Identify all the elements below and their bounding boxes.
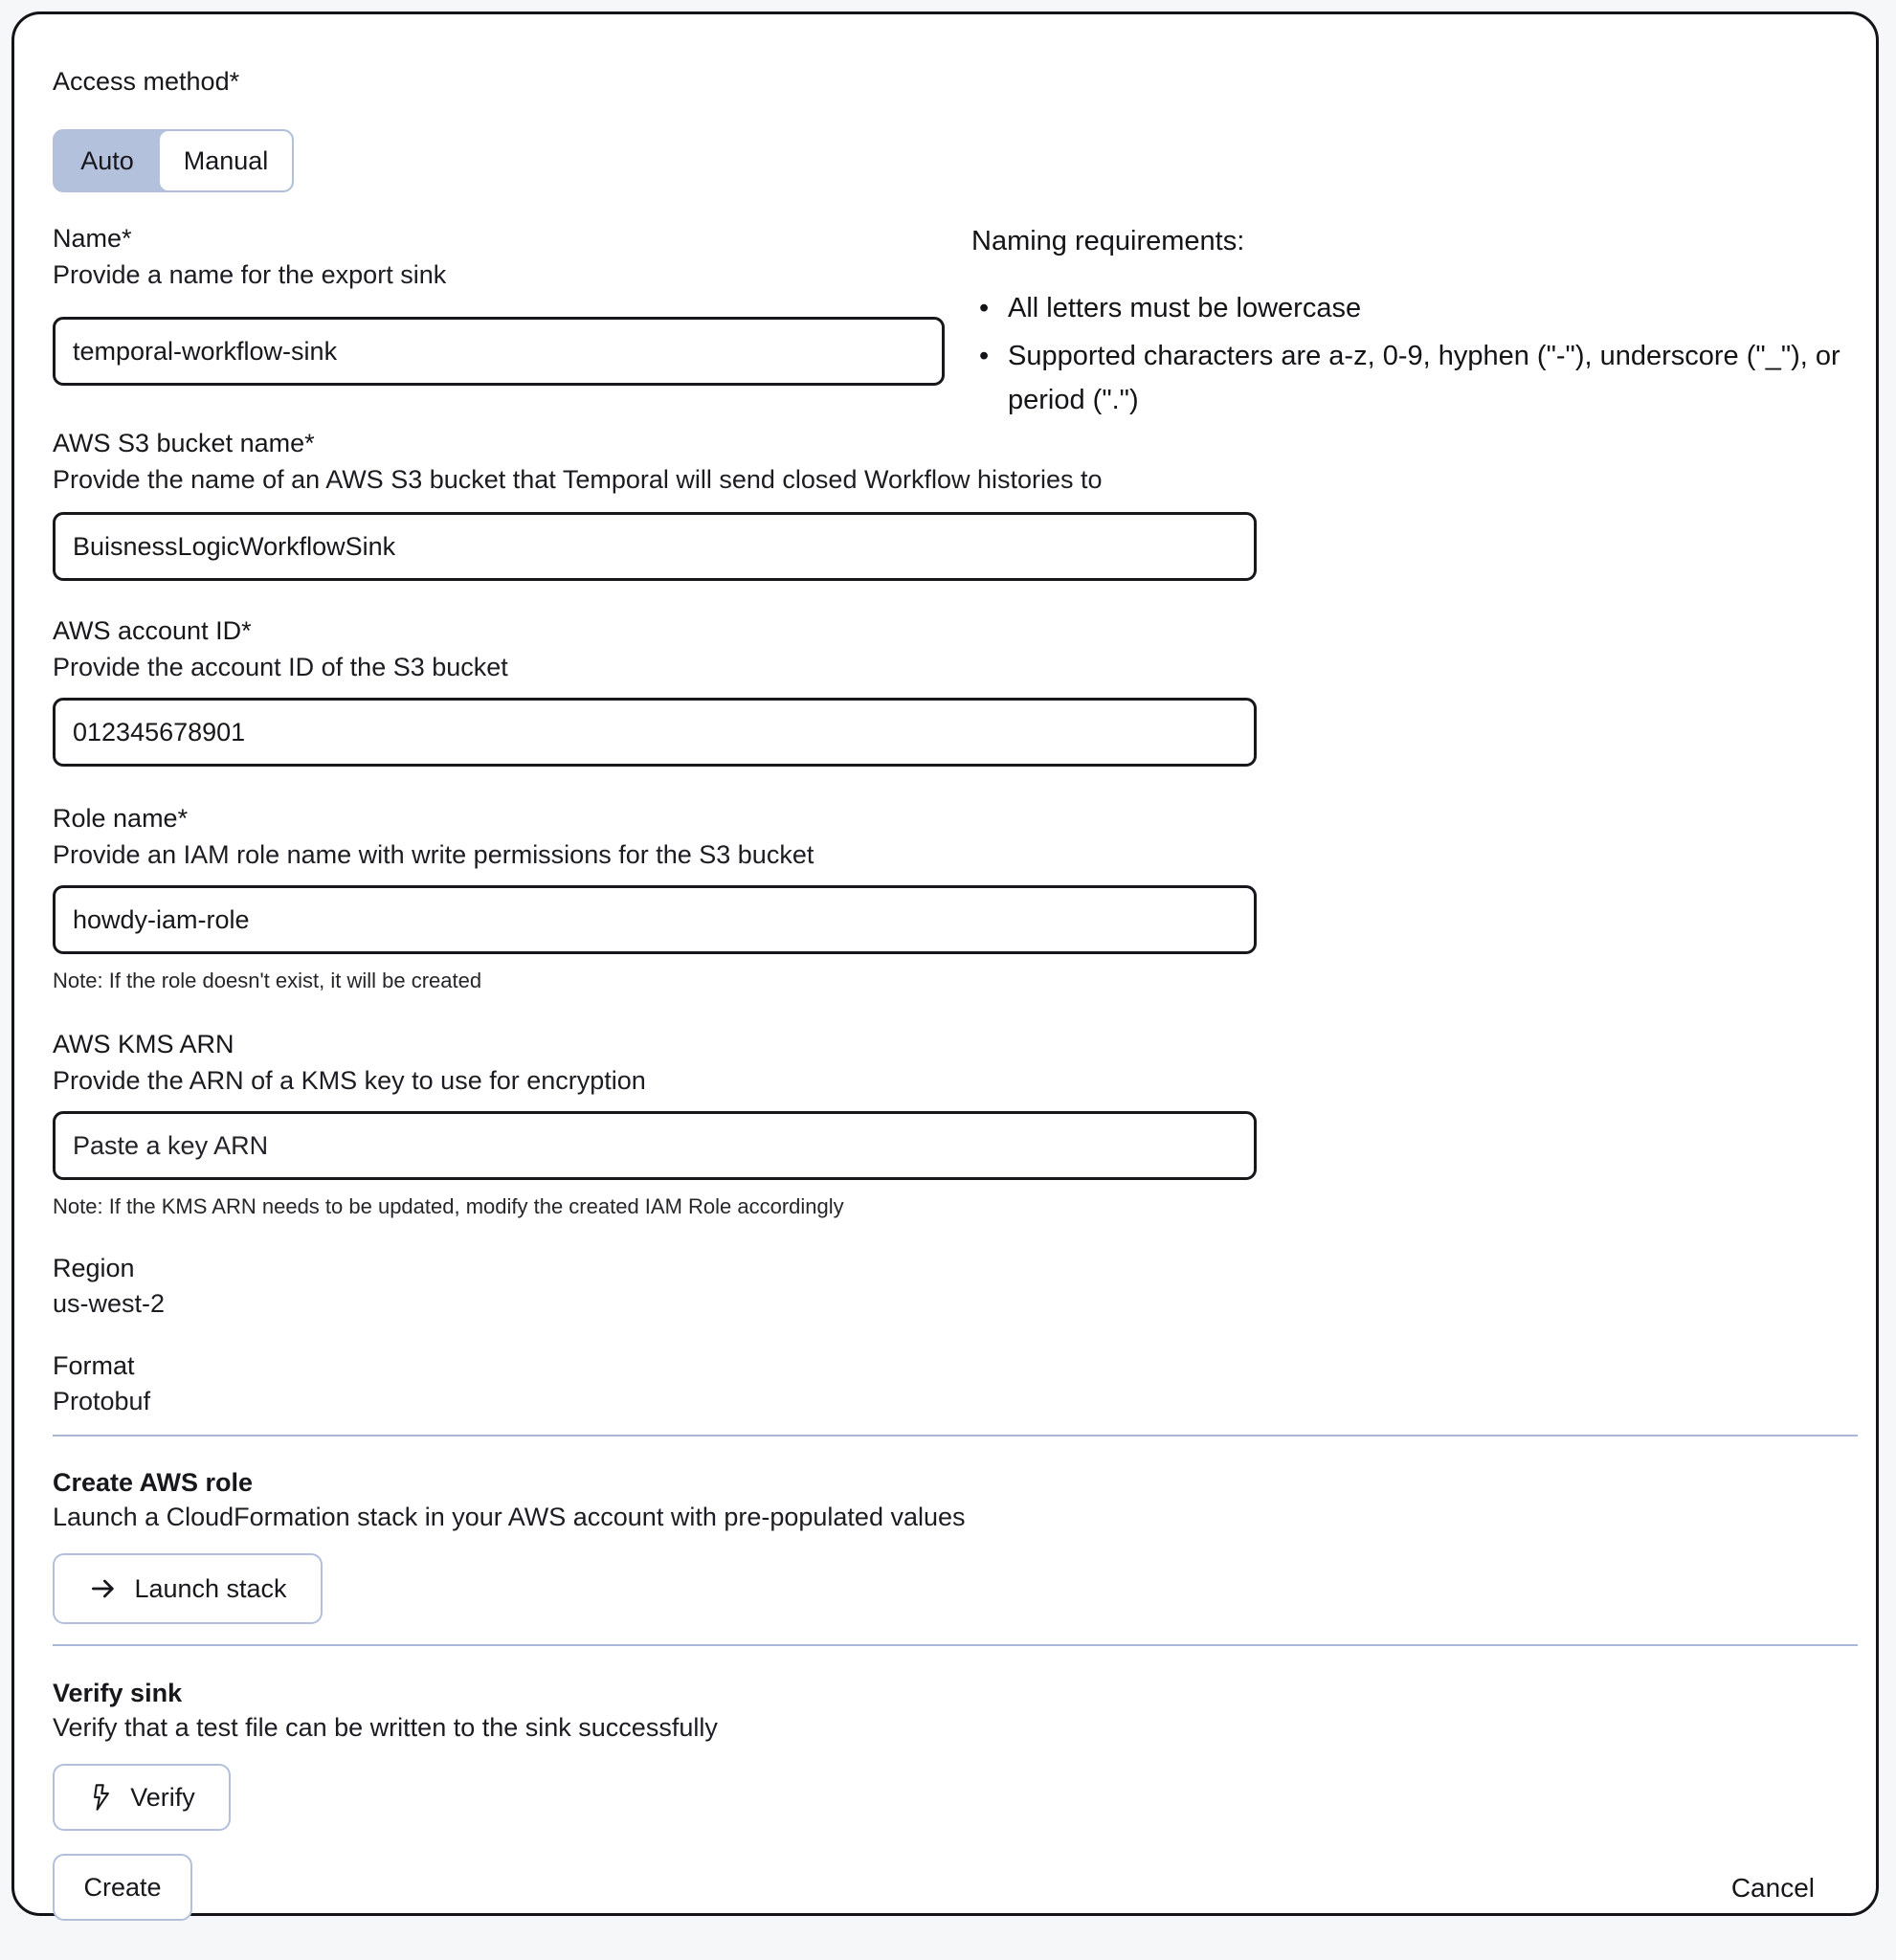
account-id-input[interactable] [53, 698, 1257, 767]
section-divider [53, 1644, 1858, 1646]
arrow-right-icon [88, 1573, 119, 1604]
launch-stack-button-label: Launch stack [134, 1573, 287, 1603]
create-button[interactable] [53, 1854, 192, 1921]
role-name-description: Provide an IAM role name with write permissions for the S3 bucket [53, 840, 814, 869]
name-input[interactable] [53, 317, 945, 386]
name-label: Name* [53, 224, 132, 253]
format-label: Format [53, 1351, 135, 1380]
lightning-bolt-icon [88, 1783, 115, 1812]
verify-sink-title: Verify sink [53, 1679, 183, 1707]
create-aws-role-description: Launch a CloudFormation stack in your AWS account with pre-populated values [53, 1503, 966, 1531]
verify-sink-description: Verify that a test file can be written to the sink successfully [53, 1713, 718, 1742]
role-name-input[interactable] [53, 885, 1257, 954]
role-name-label: Role name* [53, 804, 189, 833]
account-id-label: AWS account ID* [53, 616, 252, 645]
verify-button[interactable] [53, 1764, 231, 1831]
section-divider [53, 1435, 1858, 1437]
access-method-option-auto[interactable]: Auto [55, 131, 160, 190]
s3-bucket-description: Provide the name of an AWS S3 bucket that Temporal will send closed Workflow histories to [53, 465, 1103, 494]
role-name-note: Note: If the role doesn't exist, it will be created [53, 969, 482, 992]
export-sink-form-card [11, 11, 1879, 1916]
kms-arn-label: AWS KMS ARN [53, 1030, 234, 1058]
kms-arn-description: Provide the ARN of a KMS key to use for encryption [53, 1066, 646, 1095]
access-method-label: Access method* [53, 67, 240, 96]
naming-requirement-item: • All letters must be lowercase [971, 286, 1862, 330]
naming-requirements-list [971, 286, 1862, 422]
s3-bucket-input[interactable] [53, 512, 1257, 581]
name-description: Provide a name for the export sink [53, 260, 447, 289]
kms-arn-note: Note: If the KMS ARN needs to be updated, modify the created IAM Role accordingly [53, 1194, 844, 1218]
region-label: Region [53, 1254, 135, 1282]
account-id-description: Provide the account ID of the S3 bucket [53, 653, 508, 681]
kms-arn-input[interactable] [53, 1111, 1257, 1180]
create-button-label: Create [83, 1872, 162, 1902]
naming-requirement-item: • Supported characters are a-z, 0-9, hyphen ("-"), underscore ("_"), or period (".") [971, 334, 1862, 422]
create-aws-role-title: Create AWS role [53, 1468, 254, 1497]
cancel-button[interactable]: Cancel [1730, 1873, 1815, 1903]
verify-button-label: Verify [130, 1782, 195, 1812]
region-value: us-west-2 [53, 1289, 166, 1318]
access-method-option-manual[interactable]: Manual [160, 131, 292, 190]
format-value: Protobuf [53, 1387, 151, 1415]
s3-bucket-label: AWS S3 bucket name* [53, 429, 315, 457]
access-method-toggle [53, 129, 294, 192]
naming-requirements-title: Naming requirements: [971, 226, 1245, 256]
launch-stack-button[interactable] [53, 1553, 323, 1624]
